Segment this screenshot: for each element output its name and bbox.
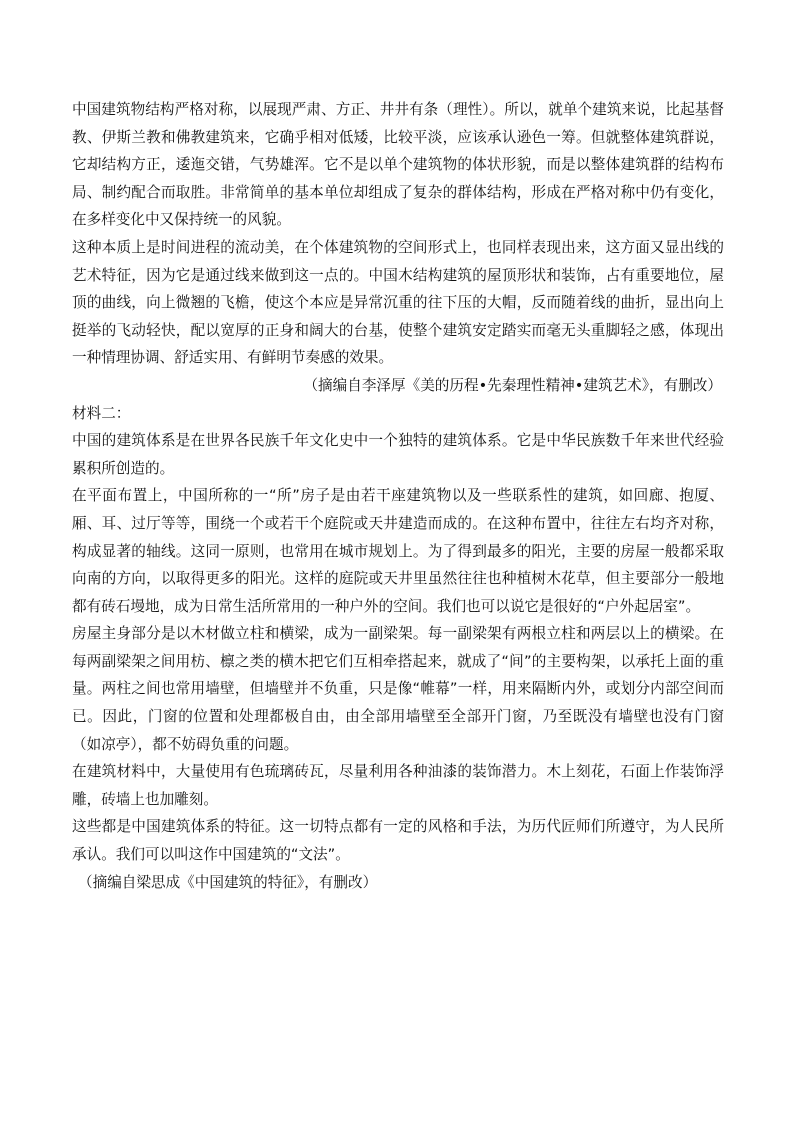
material-one-paragraph-1: 中国建筑物结构严格对称，以展现严肃、方正、井井有条（理性）。所以，就单个建筑来说，比起基督教、伊斯兰教和佛教建筑来，它确乎相对低矮，比较平淡，应该承认逊色一筹。但就整体建筑群说，它却结构方正，逶迤交错，气势雄浑。它不是以单个建筑物的体状形貌，而是以整体建筑群的结构布局、制约配合而取胜。非常简单的基本单位却组成了复杂的群体结构，形成在严格对称中仍有变化，在多样变化中又保持统一的风貌。	[72, 101, 724, 229]
material-two-paragraph-4: 在建筑材料中，大量使用有色琉璃砖瓦，尽量利用各种油漆的装饰潜力。木上刻花，石面上作装饰浮雕，砖墙上也加雕刻。	[72, 763, 724, 808]
material-two-paragraph-3: 房屋主身部分是以木材做立柱和横梁，成为一副梁架。每一副梁架有两根立柱和两层以上的横梁。在每两副梁架之间用枋、檩之类的横木把它们互相牵搭起来，就成了“间”的主要构架，以承托上面的重量。两柱之间也常用墙壁，但墙壁并不负重，只是像“帷幕”一样，用来隔断内外，或划分内部空间而已。因此，门窗的位置和处理都极自由，由全部用墙壁至全部开门窗，乃至既没有墙壁也没有门窗（如凉亭），都不妨碍负重的问题。	[72, 625, 725, 753]
material-two-paragraph-5: 这些都是中国建筑体系的特征。这一切特点都有一定的风格和手法，为历代匠师们所遵守，为人民所承认。我们可以叫这作中国建筑的“文法”。	[72, 818, 724, 864]
material-one-source: （摘编自李泽厚《美的历程•先秦理性精神•建筑艺术》，有删改）	[303, 376, 722, 394]
material-one-paragraph-2: 这种本质上是时间进程的流动美，在个体建筑物的空间形式上，也同样表现出来，这方面又显出线的艺术特征，因为它是通过线来做到这一点的。中国木结构建筑的屋顶形状和装饰，占有重要地位，屋顶的曲线，向上微翘的飞檐，使这个本应是异常沉重的往下压的大帽，反而随着线的曲折，显出向上挺举的飞动轻快，配以宽厚的正身和阔大的台基，使整个建筑安定踏实而毫无头重脚轻之感，体现出一种情理协调、舒适实用、有鲜明节奏感的效果。	[72, 238, 724, 367]
material-two-paragraph-2: 在平面布置上，中国所称的一“所”房子是由若干座建筑物以及一些联系性的建筑，如回廊、抱厦、厢、耳、过厅等等，围绕一个或若干个庭院或天井建造而成的。在这种布置中，往往左右均齐对称，构成显著的轴线。这同一原则，也常用在城市规划上。为了得到最多的阳光，主要的房屋一般都采取向南的方向，以取得更多的阳光。这样的庭院或天井里虽然往往也种植树木花草，但主要部分一般地都有砖石墁地，成为日常生活所常用的一种户外的空间。我们也可以说它是很好的“户外起居室”。	[72, 487, 724, 615]
material-two-source: （摘编自梁思成《中国建筑的特征》，有删改）	[78, 873, 378, 891]
document-page	[72, 96, 724, 896]
material-two-paragraph-1: 中国的建筑体系是在世界各民族千年文化史中一个独特的建筑体系。它是中华民族数千年来世代经验累积所创造的。	[72, 432, 724, 477]
material-two-heading: 材料二：	[72, 404, 131, 422]
